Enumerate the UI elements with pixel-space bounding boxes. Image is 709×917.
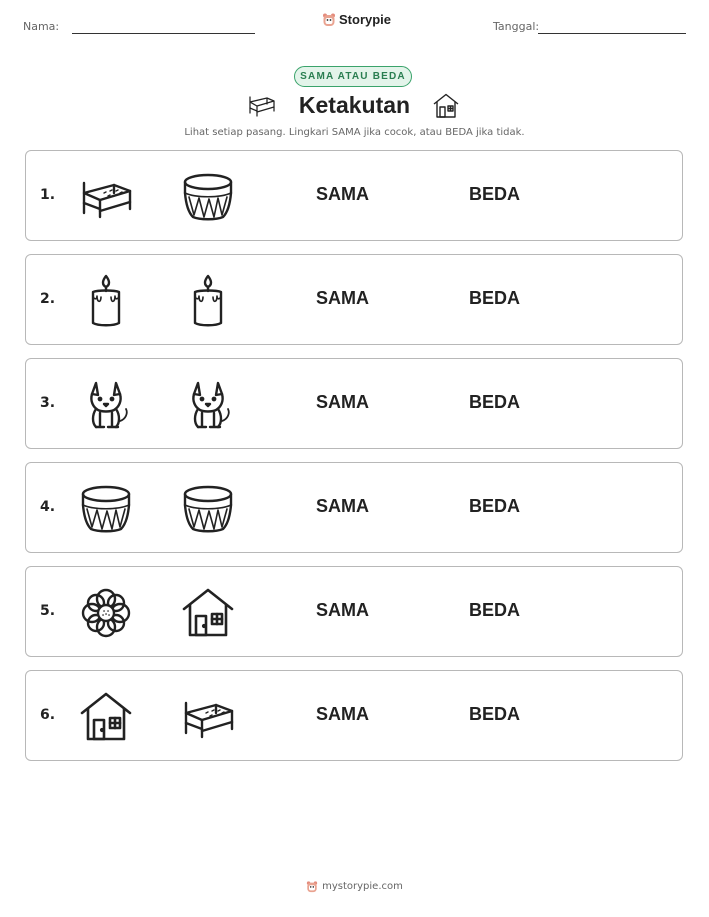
page-title: Ketakutan [298,92,411,118]
question-number: 2. [40,291,56,307]
option-different[interactable]: BEDA [469,704,521,724]
footer [0,880,709,893]
drum-icon [180,169,236,225]
house-icon [432,92,460,124]
brand-name: Storypie [339,12,392,27]
question-number: 1. [40,187,56,203]
option-different[interactable]: BEDA [469,600,521,620]
date-field[interactable] [538,33,686,34]
option-same[interactable]: SAMA [316,392,369,412]
date-label: Tanggal: [493,20,540,33]
question-row [25,462,683,553]
question-row [25,566,683,657]
house-icon [78,689,134,745]
dog-icon [180,377,236,433]
instructions: Lihat setiap pasang. Lingkari SAMA jika cocok, atau BEDA jika tidak. [184,127,525,138]
question-row [25,150,683,241]
option-different[interactable]: BEDA [469,288,521,308]
bed-icon [180,689,236,745]
drum-icon [180,481,236,537]
storypie-mascot-icon [322,12,336,27]
dog-icon [78,377,134,433]
option-same[interactable]: SAMA [316,184,369,204]
option-same[interactable]: SAMA [316,496,369,516]
name-label: Nama: [23,20,60,33]
candle-icon [180,273,236,329]
question-row [25,358,683,449]
activity-badge: SAMA ATAU BEDA [294,66,412,87]
title-row [0,92,709,122]
footer-site[interactable]: mystorypie.com [322,881,403,892]
question-row [25,670,683,761]
option-same[interactable]: SAMA [316,704,369,724]
bed-icon [78,169,134,225]
question-number: 4. [40,499,56,515]
option-different[interactable]: BEDA [469,392,521,412]
house-icon [180,585,236,641]
storypie-mascot-icon [306,880,318,893]
drum-icon [78,481,134,537]
option-different[interactable]: BEDA [469,496,521,516]
option-same[interactable]: SAMA [316,288,369,308]
flower-icon [78,585,134,641]
question-number: 5. [40,603,56,619]
question-number: 6. [40,707,56,723]
candle-icon [78,273,134,329]
option-different[interactable]: BEDA [469,184,521,204]
question-row [25,254,683,345]
brand-logo [322,12,391,27]
option-same[interactable]: SAMA [316,600,369,620]
name-field[interactable] [72,33,255,34]
question-number: 3. [40,395,56,411]
